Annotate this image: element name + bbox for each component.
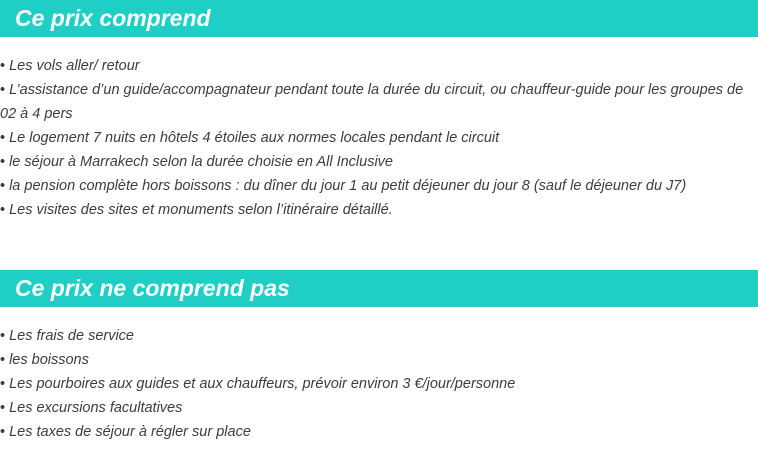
list-item: • les boissons xyxy=(0,348,758,372)
list-item: • la pension complète hors boissons : du dîner du jour 1 au petit déjeuner du jour 8 (sauf le déjeuner du J7) xyxy=(0,174,758,198)
section-title-price-includes: Ce prix comprend xyxy=(0,0,758,37)
included-items-list xyxy=(0,54,758,222)
section-price-includes xyxy=(0,0,758,222)
list-item: • Les taxes de séjour à régler sur place xyxy=(0,420,758,444)
list-item: • le séjour à Marrakech selon la durée choisie en All Inclusive xyxy=(0,150,758,174)
section-title-price-excludes: Ce prix ne comprend pas xyxy=(0,270,758,307)
list-item: • Les pourboires aux guides et aux chauffeurs, prévoir environ 3 €/jour/personne xyxy=(0,372,758,396)
list-item: • Les excursions facultatives xyxy=(0,396,758,420)
list-item: • Les visites des sites et monuments selon l’itinéraire détaillé. xyxy=(0,198,758,222)
list-item: • Le logement 7 nuits en hôtels 4 étoiles aux normes locales pendant le circuit xyxy=(0,126,758,150)
section-price-excludes xyxy=(0,270,758,444)
list-item: • Les frais de service xyxy=(0,324,758,348)
list-item: • L’assistance d’un guide/accompagnateur pendant toute la durée du circuit, ou chauffeur-guide pour les groupes de 02 à 4 pers xyxy=(0,78,758,126)
excluded-items-list xyxy=(0,324,758,444)
list-item: • Les vols aller/ retour xyxy=(0,54,758,78)
